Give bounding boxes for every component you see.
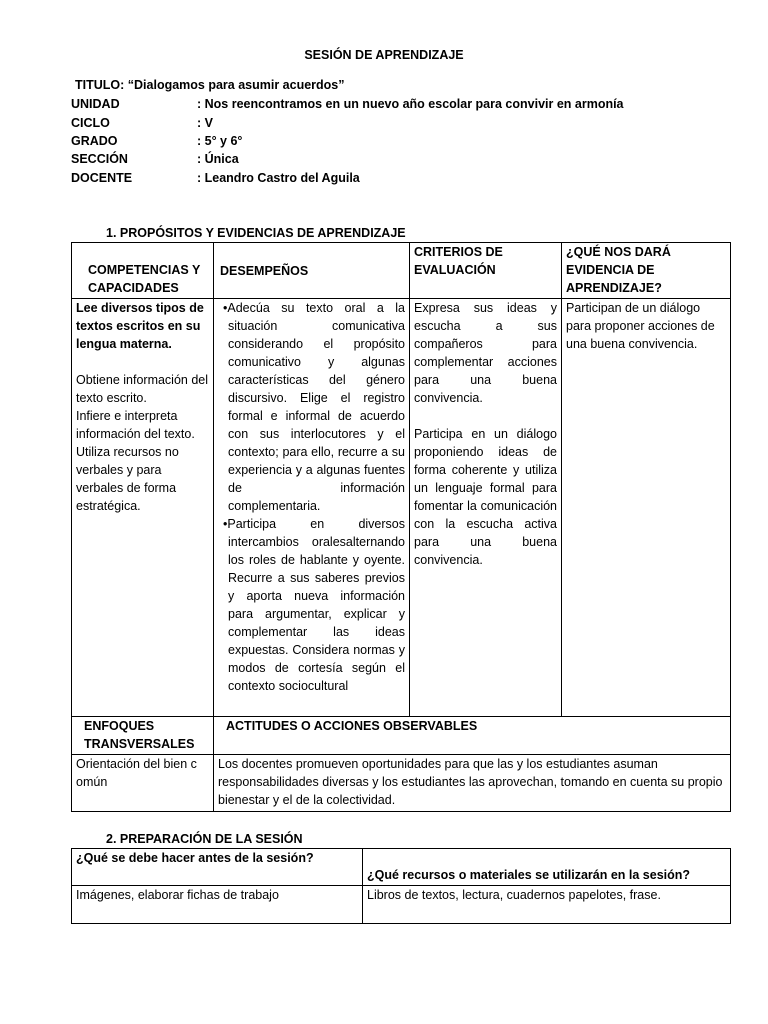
meta-value: : Nos reencontramos en un nuevo año escolar para convivir en armonía [197,97,624,111]
desempeno-text: Adecúa su texto oral a la situación comunicativa considerando el propósito comunicativo y algunas características del género discursivo. Elige el registro formal e informal de acuerdo con sus interlocutores y el contexto; para ello, recurre a su experiencia y a algunas fuentes de información complementaria. [227,301,405,513]
meta-value: : Leandro Castro del Aguila [197,171,360,185]
criterio-item: Participa en un diálogo proponiendo ideas de forma coherente y utiliza un lenguaje formal para fomentar la comunicación con la escucha activa para una buena convivencia. [414,427,557,567]
section-2-heading: 2. PREPARACIÓN DE LA SESIÓN [106,832,303,846]
question-recursos: ¿Qué recursos o materiales se utilizarán en la sesión? [363,849,731,886]
competencia-title: Lee diversos tipos de textos escritos en su lengua materna. [76,301,204,351]
purposes-header-row [72,243,731,299]
desempeno-item [223,299,405,515]
spacer [76,353,209,371]
desempeno-item [223,515,405,695]
meta-key: SECCIÓN [71,152,128,166]
meta-row-seccion [71,150,239,168]
capacidad-item: Infiere e interpreta información del texto. [76,409,195,441]
actitudes-label: ACTITUDES O ACCIONES OBSERVABLES [214,717,731,755]
meta-key: GRADO [71,134,118,148]
spacer [414,407,557,425]
meta-value: : Única [197,152,239,166]
header-desempenos: DESEMPEÑOS [214,243,410,299]
competencias-cell [72,299,214,717]
capacidad-item: Utiliza recursos no verbales y para verbales de forma estratégica. [76,445,179,513]
answer-recursos: Libros de textos, lectura, cuadernos papelotes, frase. [363,886,731,924]
enfoque-name: Orientación del bien c omún [72,755,214,812]
meta-key: UNIDAD [71,97,120,111]
meta-key: DOCENTE [71,171,133,185]
desempeno-text: Participa en diversos intercambios oralesalternando los roles de hablante y oyente. Recurre a sus saberes previos y aporta nueva información para argumentar, explicar y complementar las ideas expuestas. Considera normas y modos de cortesía según el contexto sociocultural [227,517,405,693]
header-evidencia: ¿QUÉ NOS DARÁ EVIDENCIA DE APRENDIZAJE? [562,243,731,299]
meta-row-unidad [71,95,624,113]
enfoques-content-row [72,755,731,812]
enfoques-header-row [72,717,731,755]
meta-row-ciclo [71,114,213,132]
meta-row-docente [71,169,360,187]
actitud-text: Los docentes promueven oportunidades para que las y los estudiantes asuman responsabilidades diversas y los estudiantes las aprovechan, tomando en cuenta su propio bienestar y el de la colectividad. [214,755,731,812]
question-antes: ¿Qué se debe hacer antes de la sesión? [72,849,363,886]
preparation-header-row [72,849,731,886]
purposes-content-row [72,299,731,717]
meta-value: : V [197,116,213,130]
header-criterios: CRITERIOS DE EVALUACIÓN [410,243,562,299]
purposes-table [71,242,731,812]
evidencia-cell: Participan de un diálogo para proponer acciones de una buena convivencia. [562,299,731,717]
answer-antes: Imágenes, elaborar fichas de trabajo [72,886,363,924]
section-1-heading: 1. PROPÓSITOS Y EVIDENCIAS DE APRENDIZAJE [106,226,406,240]
criterio-item: Expresa sus ideas y escucha a sus compañeros para complementar acciones para una buena convivencia. [414,301,557,405]
document-title: SESIÓN DE APRENDIZAJE [304,48,464,62]
preparation-answer-row [72,886,731,924]
meta-value: : 5° y 6° [197,134,243,148]
preparation-table [71,848,731,924]
desempenos-cell [214,299,410,717]
session-title: TITULO: “Dialogamos para asumir acuerdos” [75,78,345,92]
criterios-cell [410,299,562,717]
desempenos-list [218,299,405,695]
enfoques-label: ENFOQUES TRANSVERSALES [72,717,214,755]
meta-row-grado [71,132,242,150]
header-competencias: COMPETENCIAS Y CAPACIDADES [72,243,214,299]
meta-key: CICLO [71,116,110,130]
capacidad-item: Obtiene información del texto escrito. [76,373,209,405]
